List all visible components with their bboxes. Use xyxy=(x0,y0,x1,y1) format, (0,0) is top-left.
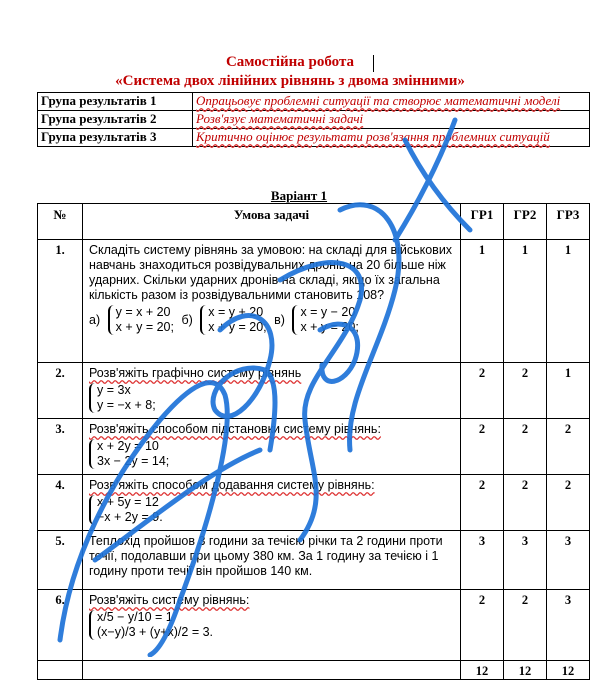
task-number: 1. xyxy=(38,240,83,363)
answer-options xyxy=(89,303,454,337)
equation-system xyxy=(89,439,169,469)
table-row xyxy=(38,531,590,590)
points-gr3: 1 xyxy=(547,240,590,363)
task-number: 2. xyxy=(38,363,83,419)
text-cursor xyxy=(373,55,374,72)
group-label: Група результатів 3 xyxy=(38,129,193,147)
equation: 3x − 2y = 14; xyxy=(97,454,170,468)
group-row xyxy=(38,129,590,147)
points-gr2: 2 xyxy=(504,590,547,661)
header-condition: Умова задачі xyxy=(83,204,461,240)
equation: y = 3x xyxy=(97,383,131,397)
task-condition xyxy=(83,419,461,475)
option-letter: в) xyxy=(274,312,285,327)
points-gr2: 2 xyxy=(504,419,547,475)
equation-system xyxy=(89,383,156,413)
points-gr3: 1 xyxy=(547,363,590,419)
table-row xyxy=(38,419,590,475)
points-gr1: 2 xyxy=(461,475,504,531)
group-value: Критично оцінює результати розв'язання проблемних ситуацій xyxy=(193,129,590,147)
task-text: Розв'яжіть графічно систему рівнянь xyxy=(89,366,302,380)
equation: x + y = 20; xyxy=(300,320,359,334)
equation: x + 5y = 12 xyxy=(97,495,159,509)
task-condition xyxy=(83,590,461,661)
equation: y = x + 20 xyxy=(115,305,171,319)
equation: x + y = 20; xyxy=(208,320,267,334)
equation: x + 2y = 10 xyxy=(97,439,159,453)
group-label: Група результатів 2 xyxy=(38,111,193,129)
groups-table xyxy=(37,92,590,147)
header-gr1: ГР1 xyxy=(461,204,504,240)
group-value: Розв'язує математичні задачі xyxy=(193,111,590,129)
points-gr1: 1 xyxy=(461,240,504,363)
equation: −x + 2y = 9. xyxy=(97,510,163,524)
table-header-row xyxy=(38,204,590,240)
total-gr1: 12 xyxy=(461,661,504,680)
points-gr3: 2 xyxy=(547,419,590,475)
variant-heading: Варіант 1 xyxy=(270,188,328,203)
tasks-table xyxy=(37,203,590,680)
header-gr3: ГР3 xyxy=(547,204,590,240)
equation-system xyxy=(89,495,163,525)
totals-empty xyxy=(38,661,83,680)
task-condition xyxy=(83,531,461,590)
option-letter: а) xyxy=(89,312,101,327)
totals-empty xyxy=(83,661,461,680)
total-gr2: 12 xyxy=(504,661,547,680)
group-label: Група результатів 1 xyxy=(38,93,193,111)
option-system xyxy=(200,305,266,335)
task-condition xyxy=(83,240,461,363)
table-row xyxy=(38,475,590,531)
task-condition xyxy=(83,475,461,531)
task-condition xyxy=(83,363,461,419)
equation: y = −x + 8; xyxy=(97,398,156,412)
points-gr2: 3 xyxy=(504,531,547,590)
points-gr2: 1 xyxy=(504,240,547,363)
equation: x = y + 20 xyxy=(208,305,264,319)
points-gr1: 2 xyxy=(461,590,504,661)
task-number: 6. xyxy=(38,590,83,661)
table-row xyxy=(38,363,590,419)
task-text: Складіть систему рівнянь за умовою: на складі для військових навчань знаходиться розвідувальних дронів на 20 більше ніж ударних. Скільки ударних дронів на складі, якщо їх загальна кількість разом із розвідувальними становить 108? xyxy=(89,243,453,302)
group-value: Опрацьовує проблемні ситуації та створює математичні моделі xyxy=(193,93,590,111)
option-letter: б) xyxy=(181,312,193,327)
points-gr3: 3 xyxy=(547,590,590,661)
task-number: 4. xyxy=(38,475,83,531)
option-system xyxy=(108,305,174,335)
doc-subtitle: «Система двох лінійних рівнянь з двома змінними» xyxy=(115,73,465,89)
task-text: Розв'яжіть способом додавання систему рівнянь: xyxy=(89,478,375,492)
points-gr3: 3 xyxy=(547,531,590,590)
task-text: Теплохід пройшов 3 години за течією річки та 2 години проти течії, подолавши при цьому 380 км. За 1 годину за течією і 1 годину проти течії він пройшов 140 км. xyxy=(89,534,443,578)
task-text: Розв'яжіть способом підстановки систему рівнянь: xyxy=(89,422,381,436)
points-gr1: 3 xyxy=(461,531,504,590)
equation: (x−y)/3 + (y+x)/2 = 3. xyxy=(97,625,214,639)
points-gr1: 2 xyxy=(461,363,504,419)
header-gr2: ГР2 xyxy=(504,204,547,240)
header-num: № xyxy=(38,204,83,240)
task-text: Розв'яжіть систему рівнянь: xyxy=(89,593,250,607)
doc-title: Самостійна робота xyxy=(225,54,355,70)
table-row xyxy=(38,590,590,661)
group-row xyxy=(38,93,590,111)
points-gr1: 2 xyxy=(461,419,504,475)
totals-row xyxy=(38,661,590,680)
points-gr2: 2 xyxy=(504,363,547,419)
equation-system xyxy=(89,610,213,640)
equation: x/5 − y/10 = 1 xyxy=(97,610,173,624)
group-row xyxy=(38,111,590,129)
task-number: 3. xyxy=(38,419,83,475)
task-number: 5. xyxy=(38,531,83,590)
points-gr3: 2 xyxy=(547,475,590,531)
total-gr3: 12 xyxy=(547,661,590,680)
points-gr2: 2 xyxy=(504,475,547,531)
equation: x + y = 20; xyxy=(115,320,174,334)
option-system xyxy=(292,305,358,335)
equation: x = y − 20 xyxy=(300,305,356,319)
table-row xyxy=(38,240,590,363)
